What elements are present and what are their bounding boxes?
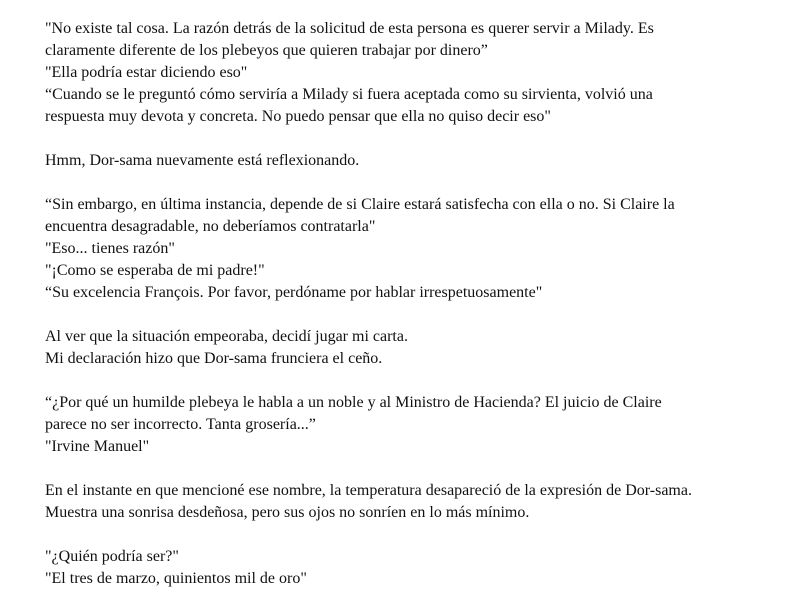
text-line: Al ver que la situación empeoraba, decidí jugar mi carta. — [45, 328, 408, 345]
text-line: respuesta muy devota y concreta. No puedo pensar que ella no quiso decir eso" — [45, 108, 551, 125]
text-line: Hmm, Dor-sama nuevamente está reflexionando. — [45, 152, 360, 169]
paragraph-6 — [45, 480, 785, 524]
text-line: En el instante en que mencioné ese nombre, la temperatura desapareció de la expresión de Dor-sama. — [45, 482, 692, 499]
document-body — [45, 18, 785, 612]
text-line: "El tres de marzo, quinientos mil de oro" — [45, 570, 307, 587]
text-line: “¿Por qué un humilde plebeya le habla a un noble y al Ministro de Hacienda? El juicio de Claire — [45, 394, 662, 411]
text-line: “Su excelencia François. Por favor, perdóname por hablar irrespetuosamente" — [45, 284, 543, 301]
text-line: parece no ser incorrecto. Tanta grosería...” — [45, 416, 316, 433]
paragraph-3 — [45, 194, 785, 304]
text-line: "Ella podría estar diciendo eso" — [45, 64, 248, 81]
text-line: claramente diferente de los plebeyos que quieren trabajar por dinero” — [45, 42, 488, 59]
text-line: "Irvine Manuel" — [45, 438, 150, 455]
paragraph-5 — [45, 392, 785, 458]
paragraph-7 — [45, 546, 785, 590]
text-line: Muestra una sonrisa desdeñosa, pero sus ojos no sonríen en lo más mínimo. — [45, 504, 530, 521]
text-line: “Sin embargo, en última instancia, depende de si Claire estará satisfecha con ella o no. Si Claire la — [45, 196, 675, 213]
paragraph-4 — [45, 326, 785, 370]
text-line: Mi declaración hizo que Dor-sama frunciera el ceño. — [45, 350, 383, 367]
paragraph-2 — [45, 150, 785, 172]
text-line: "No existe tal cosa. La razón detrás de la solicitud de esta persona es querer servir a Milady. Es — [45, 20, 654, 37]
paragraph-1 — [45, 18, 785, 128]
text-line: "¿Quién podría ser?" — [45, 548, 179, 565]
text-line: "¡Como se esperaba de mi padre!" — [45, 262, 265, 279]
text-line: “Cuando se le preguntó cómo serviría a Milady si fuera aceptada como su sirvienta, volvió una — [45, 86, 653, 103]
text-line: "Eso... tienes razón" — [45, 240, 175, 257]
text-line: encuentra desagradable, no deberíamos contratarla" — [45, 218, 376, 235]
